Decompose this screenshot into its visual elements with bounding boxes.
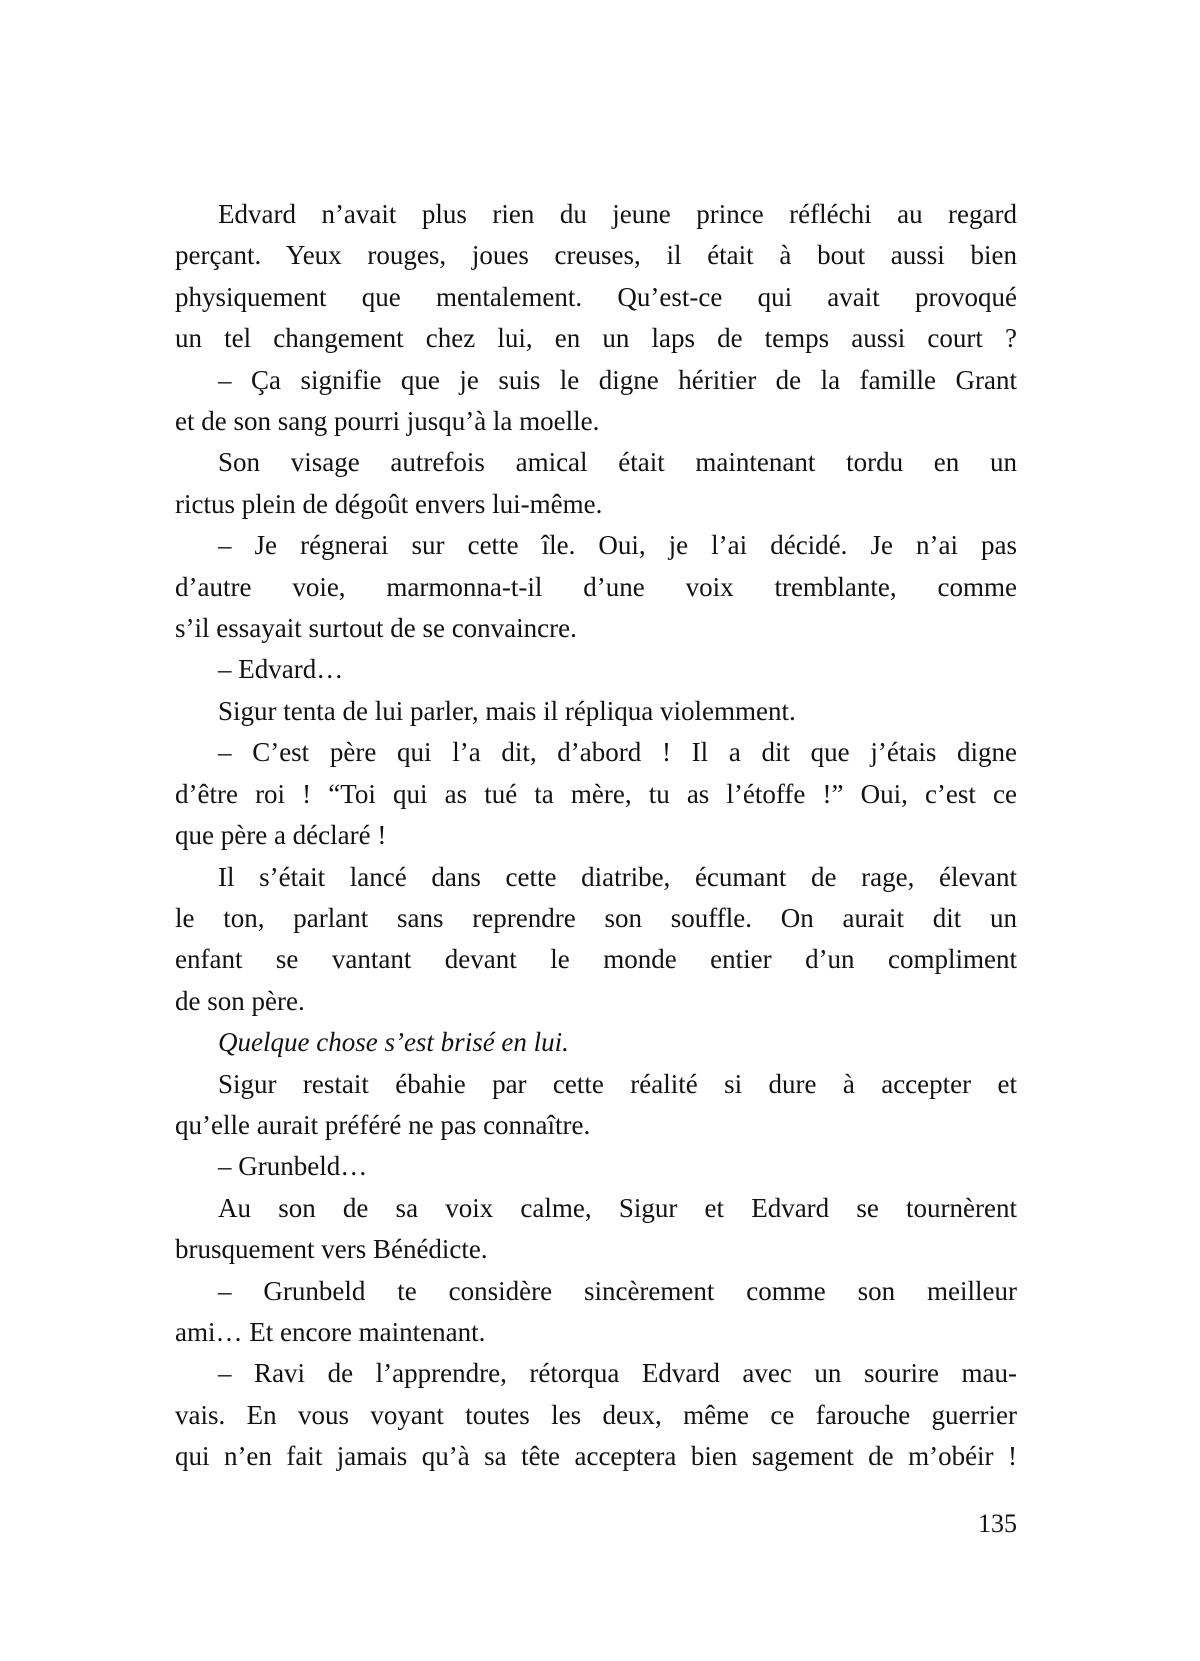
paragraph (175, 360, 1017, 443)
text-line: que père a déclaré ! (175, 820, 387, 851)
text-line: – C’est père qui l’a dit, d’abord ! Il a dit que j’étais digne (218, 737, 1017, 768)
paragraph (175, 1188, 1017, 1271)
text-line: Edvard n’avait plus rien du jeune prince réfléchi au regard (218, 199, 1017, 229)
text-line: le ton, parlant sans reprendre son souffle. On aurait dit un (175, 902, 1017, 933)
text-line: perçant. Yeux rouges, joues creuses, il était à bout aussi bien (175, 240, 1017, 271)
page-number: 135 (978, 1509, 1017, 1538)
text-line: Son visage autrefois amical était maintenant tordu en un (218, 447, 1017, 478)
paragraph (175, 649, 1017, 690)
paragraph (175, 1271, 1017, 1354)
text-line: – Grunbeld te considère sincèrement comme son meilleur (218, 1275, 1017, 1306)
text-line: s’il essayait surtout de se convaincre. (175, 613, 577, 644)
text-line: Quelque chose s’est brisé en lui. (218, 1027, 569, 1058)
text-line: et de son sang pourri jusqu’à la moelle. (175, 406, 600, 437)
text-line: – Ça signifie que je suis le digne héritier de la famille Grant (218, 364, 1017, 395)
paragraph (175, 691, 1017, 732)
page-text-block (175, 194, 1017, 1478)
paragraph (175, 525, 1017, 649)
paragraph (175, 857, 1017, 1023)
text-line: d’autre voie, marmonna-t-il d’une voix tremblante, comme (175, 571, 1017, 602)
paragraph (175, 194, 1017, 360)
text-line: – Edvard… (218, 654, 344, 685)
paragraph (175, 732, 1017, 856)
text-line: – Ravi de l’apprendre, rétorqua Edvard avec un sourire mau- (218, 1358, 1017, 1389)
text-line: de son père. (175, 985, 305, 1016)
paragraph (175, 1146, 1017, 1187)
text-line: ami… Et encore maintenant. (175, 1316, 486, 1347)
text-line: un tel changement chez lui, en un laps de temps aussi court ? (175, 323, 1017, 354)
text-line: qui n’en fait jamais qu’à sa tête acceptera bien sagement de m’obéir ! (175, 1441, 1017, 1472)
text-line: Il s’était lancé dans cette diatribe, écumant de rage, élevant (218, 861, 1017, 892)
text-line: physiquement que mentalement. Qu’est-ce qui avait provoqué (175, 281, 1017, 312)
text-line: Sigur restait ébahie par cette réalité si dure à accepter et (218, 1068, 1017, 1099)
text-line: Sigur tenta de lui parler, mais il répliqua violemment. (218, 695, 796, 726)
text-line: rictus plein de dégoût envers lui-même. (175, 488, 603, 519)
paragraph (175, 1064, 1017, 1147)
text-line: vais. En vous voyant toutes les deux, même ce farouche guerrier (175, 1399, 1017, 1430)
paragraph (175, 1353, 1017, 1477)
text-line: – Grunbeld… (218, 1151, 368, 1182)
text-line: enfant se vantant devant le monde entier d’un compliment (175, 944, 1017, 975)
paragraph (175, 442, 1017, 525)
paragraph (175, 1022, 1017, 1063)
text-line: qu’elle aurait préféré ne pas connaître. (175, 1109, 591, 1140)
text-line: – Je régnerai sur cette île. Oui, je l’ai décidé. Je n’ai pas (218, 530, 1017, 561)
text-line: d’être roi ! “Toi qui as tué ta mère, tu as l’étoffe !” Oui, c’est ce (175, 778, 1017, 809)
text-line: Au son de sa voix calme, Sigur et Edvard se tournèrent (218, 1192, 1017, 1223)
text-line: brusquement vers Bénédicte. (175, 1234, 488, 1265)
